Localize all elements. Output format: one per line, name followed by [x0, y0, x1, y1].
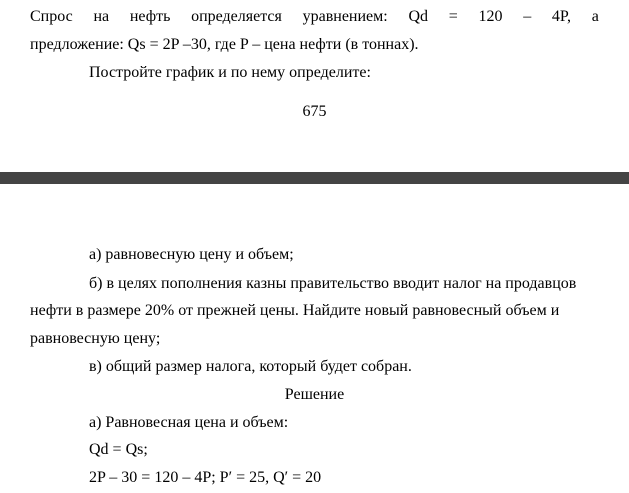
word: – — [523, 8, 532, 25]
problem-text-line-1 — [30, 7, 599, 27]
task-item-c: в) общий размер налога, который будет собран. — [89, 358, 412, 375]
word: Qd — [408, 8, 428, 25]
page-separator — [0, 172, 629, 184]
word: определяется — [191, 8, 282, 25]
problem-text-line-3: Постройте график и по нему определите: — [89, 64, 371, 81]
word: уравнением: — [302, 8, 388, 25]
document-page-top — [0, 0, 629, 172]
problem-text-line-2: предложение: Qs = 2P –30, где P – цена нефти (в тоннах). — [30, 36, 419, 53]
equation-line-1: Qd = Qs; — [89, 441, 148, 458]
task-item-b-line-1: б) в целях пополнения казны правительство вводит налог на продавцов — [89, 275, 577, 292]
word: а — [591, 8, 599, 25]
page-number: 675 — [302, 103, 327, 120]
word: нефть — [129, 8, 171, 25]
solution-part-a: а) Равновесная цена и объем: — [89, 414, 289, 431]
word: Спрос — [30, 8, 73, 25]
document-page-bottom — [0, 184, 629, 493]
task-item-a: а) равновесную цену и объем; — [89, 246, 294, 263]
word: 120 — [478, 8, 503, 25]
solution-heading: Решение — [284, 386, 345, 403]
word: на — [93, 8, 110, 25]
word: = — [448, 8, 458, 25]
task-item-b-line-3: равновесную цену; — [30, 330, 161, 347]
word: 4P, — [551, 8, 572, 25]
equation-line-2: 2P – 30 = 120 – 4P; P′ = 25, Q′ = 20 — [89, 469, 322, 486]
task-item-b-line-2: нефти в размере 20% от прежней цены. Найдите новый равновесный объем и — [30, 302, 560, 319]
